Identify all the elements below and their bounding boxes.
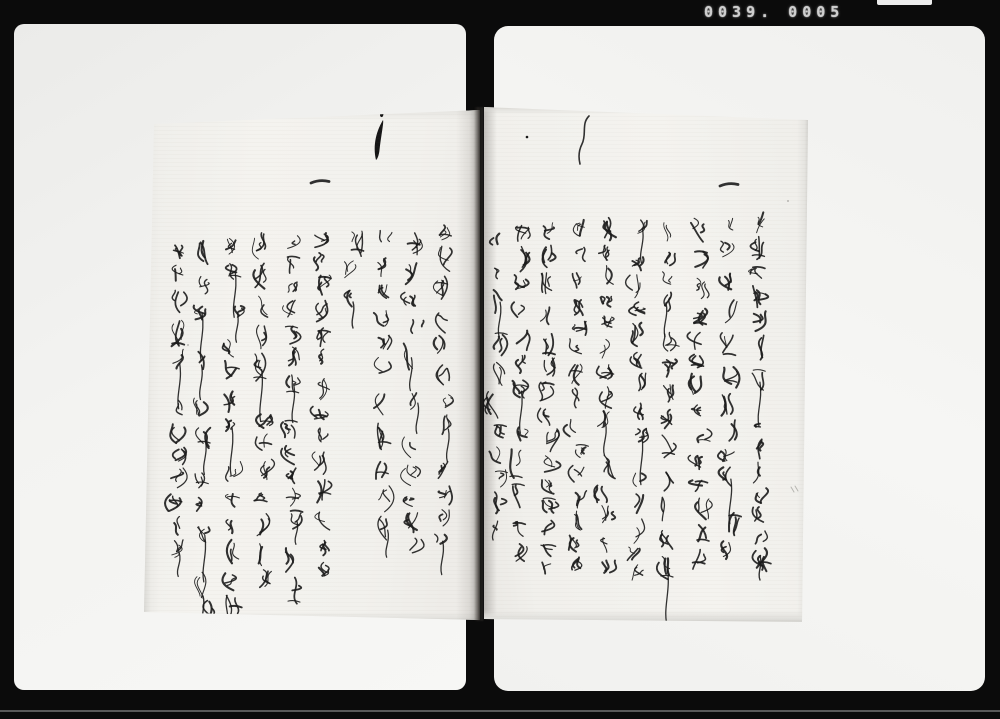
calligraphy-stroke [173, 496, 178, 507]
calligraphy-stroke [539, 382, 542, 400]
calligraphy-stroke [761, 373, 764, 390]
calligraphy-stroke [257, 325, 261, 349]
calligraphy-stroke [759, 556, 761, 580]
calligraphy-stroke [318, 382, 329, 389]
calligraphy-stroke [664, 303, 667, 337]
calligraphy-stroke [438, 339, 443, 353]
calligraphy-stroke [525, 429, 528, 436]
calligraphy-stroke [545, 273, 546, 294]
calligraphy-stroke [610, 561, 616, 573]
calligraphy-stroke [410, 358, 413, 391]
calligraphy-stroke [729, 420, 735, 441]
calligraphy-stroke [756, 535, 762, 544]
calligraphy-stroke [287, 391, 299, 393]
calligraphy-stroke [440, 535, 446, 544]
calligraphy-stroke [662, 435, 672, 451]
calligraphy-stroke [374, 313, 384, 326]
calligraphy-stroke [755, 510, 757, 521]
calligraphy-stroke [410, 443, 416, 450]
calligraphy-stroke [634, 528, 639, 544]
calligraphy-stroke [195, 577, 201, 596]
calligraphy-stroke [255, 500, 267, 502]
calligraphy-stroke [386, 530, 389, 557]
calligraphy-stroke [288, 601, 300, 603]
calligraphy-stroke [580, 220, 584, 236]
calligraphy-stroke [730, 218, 733, 227]
calligraphy-stroke [292, 241, 295, 244]
calligraphy-stroke [204, 280, 207, 294]
calligraphy-stroke [439, 368, 447, 376]
pencil-tick-mark [791, 486, 798, 492]
calligraphy-stroke [175, 292, 179, 312]
calligraphy-stroke [516, 450, 521, 465]
calligraphy-stroke [664, 472, 669, 491]
calligraphy-stroke [496, 234, 499, 245]
calligraphy-stroke [500, 339, 502, 352]
calligraphy-stroke [636, 429, 640, 435]
calligraphy-stroke [233, 543, 239, 559]
calligraphy-stroke [494, 337, 499, 349]
calligraphy-stroke [439, 492, 446, 495]
calligraphy-stroke [547, 307, 550, 324]
calligraphy-stroke [291, 510, 303, 512]
calligraphy-stroke [231, 549, 232, 560]
calligraphy-stroke [499, 473, 504, 479]
calligraphy-stroke [544, 545, 551, 556]
calligraphy-stroke [542, 383, 554, 385]
calligraphy-stroke [575, 346, 578, 351]
calligraphy-stroke [572, 538, 576, 548]
calligraphy-stroke [255, 266, 263, 280]
calligraphy-stroke [252, 238, 258, 259]
calligraphy-stroke [494, 295, 496, 313]
calligraphy-stroke [434, 338, 437, 349]
calligraphy-stroke [172, 428, 180, 441]
calligraphy-stroke [729, 394, 733, 414]
calligraphy-stroke [599, 246, 606, 254]
calligraphy-stroke [347, 261, 353, 272]
calligraphy-stroke [510, 476, 522, 478]
calligraphy-stroke [758, 382, 761, 426]
calligraphy-stroke [601, 297, 603, 303]
calligraphy-stroke [543, 498, 555, 500]
calligraphy-stroke [633, 473, 636, 486]
calligraphy-stroke [286, 376, 289, 387]
calligraphy-stroke [519, 305, 525, 314]
calligraphy-stroke [316, 253, 321, 262]
calligraphy-stroke [289, 260, 290, 273]
calligraphy-stroke [352, 249, 364, 251]
calligraphy-stroke [490, 238, 494, 245]
calligraphy-stroke [255, 354, 261, 375]
calligraphy-stroke [493, 364, 499, 384]
calligraphy-stroke [323, 434, 328, 439]
calligraphy-stroke [411, 320, 414, 333]
calligraphy-stroke [512, 484, 524, 486]
calligraphy-stroke [295, 513, 301, 522]
calligraphy-stroke [435, 534, 438, 542]
calligraphy-stroke [312, 452, 319, 466]
calligraphy-stroke [517, 227, 529, 229]
calligraphy-stroke [666, 569, 669, 623]
calligraphy-stroke [725, 243, 730, 250]
calligraphy-stroke [443, 398, 446, 406]
calligraphy-stroke [288, 284, 292, 293]
calligraphy-stroke [170, 424, 176, 443]
calligraphy-stroke [176, 427, 185, 442]
calligraphy-stroke [447, 369, 449, 381]
calligraphy-stroke [575, 450, 580, 458]
calligraphy-stroke [401, 468, 411, 485]
calligraphy-stroke [511, 302, 517, 317]
calligraphy-stroke [510, 449, 514, 478]
calligraphy-stroke [379, 362, 391, 373]
calligraphy-stroke [230, 428, 233, 476]
calligraphy-stroke [563, 425, 569, 436]
calligraphy-stroke [763, 531, 767, 541]
calligraphy-stroke [724, 354, 736, 356]
calligraphy-stroke [750, 242, 759, 251]
calligraphy-stroke [227, 496, 239, 498]
calligraphy-stroke [694, 333, 700, 350]
calligraphy-stroke [698, 440, 710, 442]
calligraphy-stroke [574, 328, 586, 330]
calligraphy-stroke [752, 255, 764, 257]
calligraphy-stroke [664, 443, 676, 457]
calligraphy-stroke [311, 181, 329, 183]
calligraphy-stroke [224, 344, 230, 353]
calligraphy-stroke [323, 452, 326, 474]
frame-counter: 0039. 0005 [704, 3, 845, 21]
calligraphy-stroke [734, 517, 736, 535]
calligraphy-stroke [548, 277, 551, 286]
calligraphy-stroke [439, 234, 451, 236]
calligraphy-stroke [635, 275, 639, 298]
calligraphy-stroke [544, 361, 546, 372]
calligraphy-stroke [320, 379, 324, 399]
calligraphy-stroke [288, 256, 300, 258]
calligraphy-stroke [498, 302, 501, 337]
calligraphy-stroke [374, 358, 382, 372]
calligraphy-stroke [612, 512, 616, 520]
calligraphy-stroke [697, 435, 703, 442]
calligraphy-stroke [517, 331, 528, 344]
calligraphy-stroke [225, 494, 231, 500]
calligraphy-stroke [500, 367, 502, 385]
calligraphy-stroke [544, 339, 547, 354]
calligraphy-stroke [640, 473, 646, 481]
calligraphy-stroke [263, 269, 266, 282]
calligraphy-stroke [199, 402, 208, 415]
calligraphy-stroke [227, 367, 239, 369]
calligraphy-stroke [322, 480, 325, 500]
calligraphy-stroke [570, 420, 575, 433]
calligraphy-stroke [402, 437, 411, 458]
calligraphy-stroke [263, 326, 267, 345]
calligraphy-stroke [696, 481, 708, 483]
calligraphy-stroke [726, 467, 731, 486]
calligraphy-stroke [181, 292, 187, 305]
calligraphy-stroke [410, 498, 414, 500]
calligraphy-stroke [576, 445, 588, 447]
calligraphy-stroke [699, 457, 702, 464]
calligraphy-stroke [692, 365, 704, 367]
calligraphy-stroke [695, 456, 696, 465]
calligraphy-stroke [626, 275, 633, 290]
calligraphy-stroke [601, 487, 607, 503]
calligraphy-stroke [447, 429, 450, 461]
calligraphy-stroke [177, 553, 180, 577]
calligraphy-stroke [175, 269, 176, 281]
calligraphy-stroke [518, 356, 525, 367]
calligraphy-stroke [639, 323, 642, 335]
calligraphy-stroke [317, 481, 321, 502]
calligraphy-stroke [603, 538, 607, 553]
calligraphy-stroke [410, 538, 417, 550]
calligraphy-stroke [226, 467, 229, 481]
calligraphy-stroke [321, 255, 323, 262]
calligraphy-stroke [576, 249, 582, 254]
calligraphy-stroke [199, 277, 201, 287]
calligraphy-stroke [758, 467, 760, 475]
calligraphy-stroke [666, 225, 671, 237]
calligraphy-stroke [721, 241, 724, 252]
calligraphy-stroke [578, 467, 584, 475]
calligraphy-stroke [285, 446, 294, 455]
calligraphy-stroke [513, 523, 525, 525]
ink-flick-mark [579, 116, 589, 164]
calligraphy-stroke [755, 239, 757, 250]
calligraphy-stroke [179, 268, 182, 274]
paper-speck [787, 200, 789, 202]
calligraphy-stroke [285, 420, 297, 422]
calligraphy-stroke [640, 436, 643, 484]
calligraphy-stroke [442, 416, 445, 434]
calligraphy-stroke [570, 371, 582, 373]
calligraphy-stroke [720, 333, 726, 347]
calligraphy-stroke [388, 232, 392, 241]
calligraphy-stroke [286, 497, 298, 499]
ink-brush-mark [375, 120, 384, 160]
calligraphy-stroke [380, 231, 382, 242]
calligraphy-stroke [238, 306, 244, 312]
calligraphy-stroke [194, 398, 199, 414]
calligraphy-stroke [583, 248, 585, 262]
film-notch [877, 0, 932, 5]
calligraphy-stroke [293, 381, 296, 384]
calligraphy-stroke [259, 547, 262, 563]
paper-speck [187, 344, 189, 346]
calligraphy-stroke [695, 252, 708, 267]
calligraphy-right-page [481, 104, 811, 626]
calligraphy-stroke [496, 447, 500, 461]
calligraphy-stroke [446, 395, 453, 406]
calligraphy-stroke [198, 441, 210, 443]
calligraphy-stroke [548, 245, 551, 259]
calligraphy-stroke [604, 423, 607, 455]
calligraphy-stroke [165, 494, 171, 511]
calligraphy-stroke [291, 425, 295, 438]
calligraphy-stroke [225, 361, 232, 376]
calligraphy-stroke [200, 365, 203, 400]
calligraphy-stroke [225, 575, 236, 583]
calligraphy-stroke [416, 467, 421, 477]
scan-artifact-line [0, 710, 1000, 712]
calligraphy-stroke [382, 464, 386, 478]
calligraphy-stroke [422, 321, 424, 327]
calligraphy-stroke [502, 335, 508, 356]
calligraphy-stroke [441, 541, 444, 574]
calligraphy-stroke [376, 462, 380, 479]
calligraphy-stroke [379, 442, 391, 444]
calligraphy-stroke [174, 523, 178, 535]
calligraphy-stroke [488, 395, 493, 414]
calligraphy-stroke [376, 472, 388, 474]
calligraphy-stroke [228, 340, 234, 357]
calligraphy-stroke [438, 315, 447, 320]
calligraphy-stroke [545, 480, 549, 487]
calligraphy-stroke [541, 310, 547, 321]
calligraphy-stroke [444, 248, 452, 265]
calligraphy-stroke [669, 277, 672, 283]
calligraphy-stroke [701, 224, 704, 232]
calligraphy-stroke [757, 507, 760, 518]
manuscript-page-right [481, 104, 811, 626]
calligraphy-stroke [411, 467, 417, 475]
calligraphy-stroke [698, 498, 699, 512]
calligraphy-stroke [204, 441, 207, 475]
calligraphy-stroke [349, 293, 351, 297]
calligraphy-stroke [576, 514, 581, 529]
calligraphy-stroke [449, 486, 452, 504]
calligraphy-stroke [761, 488, 768, 503]
calligraphy-stroke [527, 333, 530, 350]
book-gutter-seam [474, 107, 484, 621]
calligraphy-stroke [726, 372, 738, 380]
calligraphy-stroke [667, 345, 679, 347]
calligraphy-stroke [408, 243, 420, 245]
calligraphy-stroke [547, 223, 553, 234]
calligraphy-stroke [315, 235, 325, 240]
calligraphy-stroke [260, 443, 272, 445]
calligraphy-stroke [720, 184, 738, 186]
calligraphy-stroke [323, 332, 328, 342]
ink-dot-mark [526, 136, 529, 139]
calligraphy-stroke [695, 251, 707, 253]
calligraphy-stroke [661, 497, 663, 511]
calligraphy-stroke [544, 545, 556, 547]
calligraphy-stroke [667, 536, 673, 549]
calligraphy-stroke [757, 493, 759, 498]
calligraphy-stroke [205, 527, 210, 533]
calligraphy-stroke [264, 434, 267, 447]
calligraphy-stroke [439, 514, 442, 521]
calligraphy-stroke [495, 333, 507, 335]
calligraphy-stroke [577, 273, 580, 284]
calligraphy-stroke [196, 503, 200, 506]
calligraphy-stroke [753, 370, 765, 372]
calligraphy-stroke [663, 362, 675, 364]
calligraphy-stroke [385, 311, 388, 327]
calligraphy-stroke [286, 548, 289, 564]
calligraphy-stroke [515, 283, 518, 290]
calligraphy-stroke [538, 408, 542, 422]
calligraphy-stroke [501, 499, 507, 505]
calligraphy-stroke [516, 360, 521, 373]
calligraphy-stroke [172, 290, 175, 300]
calligraphy-stroke [635, 494, 640, 507]
calligraphy-left-page [140, 106, 480, 624]
manuscript-page-left [140, 106, 480, 624]
calligraphy-stroke [416, 403, 419, 433]
calligraphy-stroke [693, 550, 700, 570]
calligraphy-stroke [177, 517, 180, 529]
calligraphy-stroke [175, 541, 178, 552]
calligraphy-stroke [701, 282, 704, 299]
calligraphy-stroke [666, 333, 672, 346]
calligraphy-stroke [705, 284, 709, 298]
calligraphy-stroke [352, 232, 355, 242]
calligraphy-stroke [288, 351, 294, 361]
calligraphy-stroke [568, 466, 574, 482]
calligraphy-stroke [705, 429, 712, 439]
calligraphy-stroke [177, 468, 187, 488]
calligraphy-stroke [173, 450, 179, 459]
calligraphy-stroke [664, 386, 671, 394]
calligraphy-stroke [541, 545, 552, 549]
calligraphy-stroke [345, 262, 347, 275]
